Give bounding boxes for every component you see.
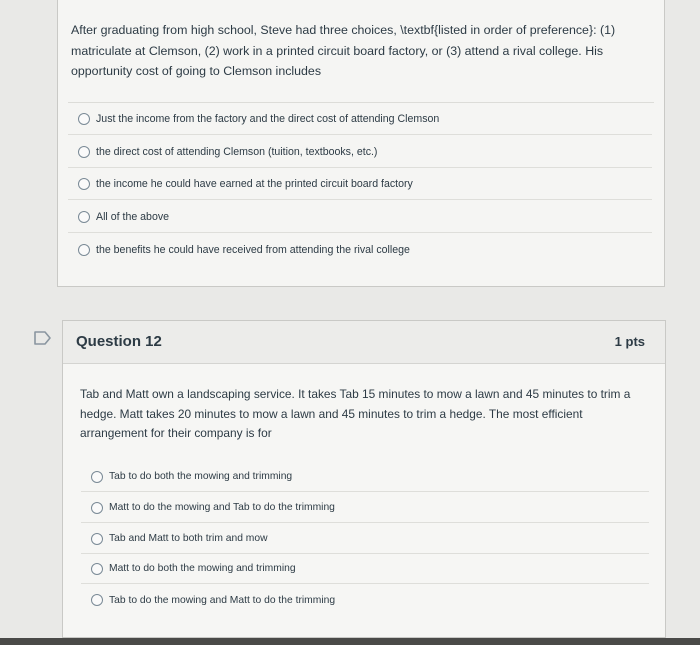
answer-label: Matt to do the mowing and Tab to do the trimming [109, 502, 335, 513]
answer-label: Tab to do the mowing and Matt to do the trimming [109, 594, 336, 606]
answer-label: Just the income from the factory and the direct cost of attending Clemson [96, 112, 440, 125]
answer-label: Tab to do both the mowing and trimming [109, 471, 293, 482]
answer-label: Matt to do both the mowing and trimming [109, 563, 296, 574]
radio-button[interactable] [91, 533, 103, 545]
radio-button[interactable] [91, 502, 103, 514]
flag-question-icon[interactable] [34, 331, 52, 345]
radio-button[interactable] [78, 211, 90, 223]
answer-option[interactable] [68, 103, 652, 135]
question-11-text: After graduating from high school, Steve had three choices, \textbf{listed in order of preference}: (1) matriculate at Clemson, (2) work in a printed circuit board factory, or (3) attend a rival college. His opportunity cost of going to Clemson includes [71, 23, 616, 78]
radio-button[interactable] [78, 178, 90, 190]
answer-label: the direct cost of attending Clemson (tuition, textbooks, etc.) [96, 145, 378, 158]
radio-button[interactable] [91, 563, 103, 575]
answer-option[interactable] [81, 524, 649, 554]
question-12-text: Tab and Matt own a landscaping service. It takes Tab 15 minutes to mow a lawn and 45 minutes to trim a hedge. Matt takes 20 minutes to mow a lawn and 45 minutes to trim a hedge. The most efficient arrangement for their company is for [80, 387, 631, 440]
radio-button[interactable] [78, 113, 90, 125]
radio-button[interactable] [91, 471, 103, 483]
answer-option[interactable] [81, 554, 649, 584]
answer-option[interactable] [81, 493, 649, 523]
answer-option[interactable] [68, 136, 652, 168]
answer-option[interactable] [81, 585, 649, 615]
answer-option[interactable] [68, 168, 652, 200]
radio-button[interactable] [91, 594, 103, 606]
question-11-card [57, 0, 665, 287]
answer-label: the benefits he could have received from attending the rival college [96, 244, 410, 256]
answer-option[interactable] [68, 201, 652, 233]
radio-button[interactable] [78, 244, 90, 256]
question-title: Question 12 [76, 333, 162, 350]
answer-label: the income he could have earned at the printed circuit board factory [96, 177, 413, 190]
question-header [63, 321, 665, 364]
answer-label: All of the above [96, 210, 170, 223]
question-12-card [62, 320, 666, 638]
radio-button[interactable] [78, 146, 90, 158]
answer-option[interactable] [81, 462, 649, 492]
question-points: 1 pts [614, 334, 645, 349]
bottom-edge [0, 638, 700, 645]
answer-label: Tab and Matt to both trim and mow [109, 533, 268, 544]
answer-option[interactable] [68, 234, 652, 266]
